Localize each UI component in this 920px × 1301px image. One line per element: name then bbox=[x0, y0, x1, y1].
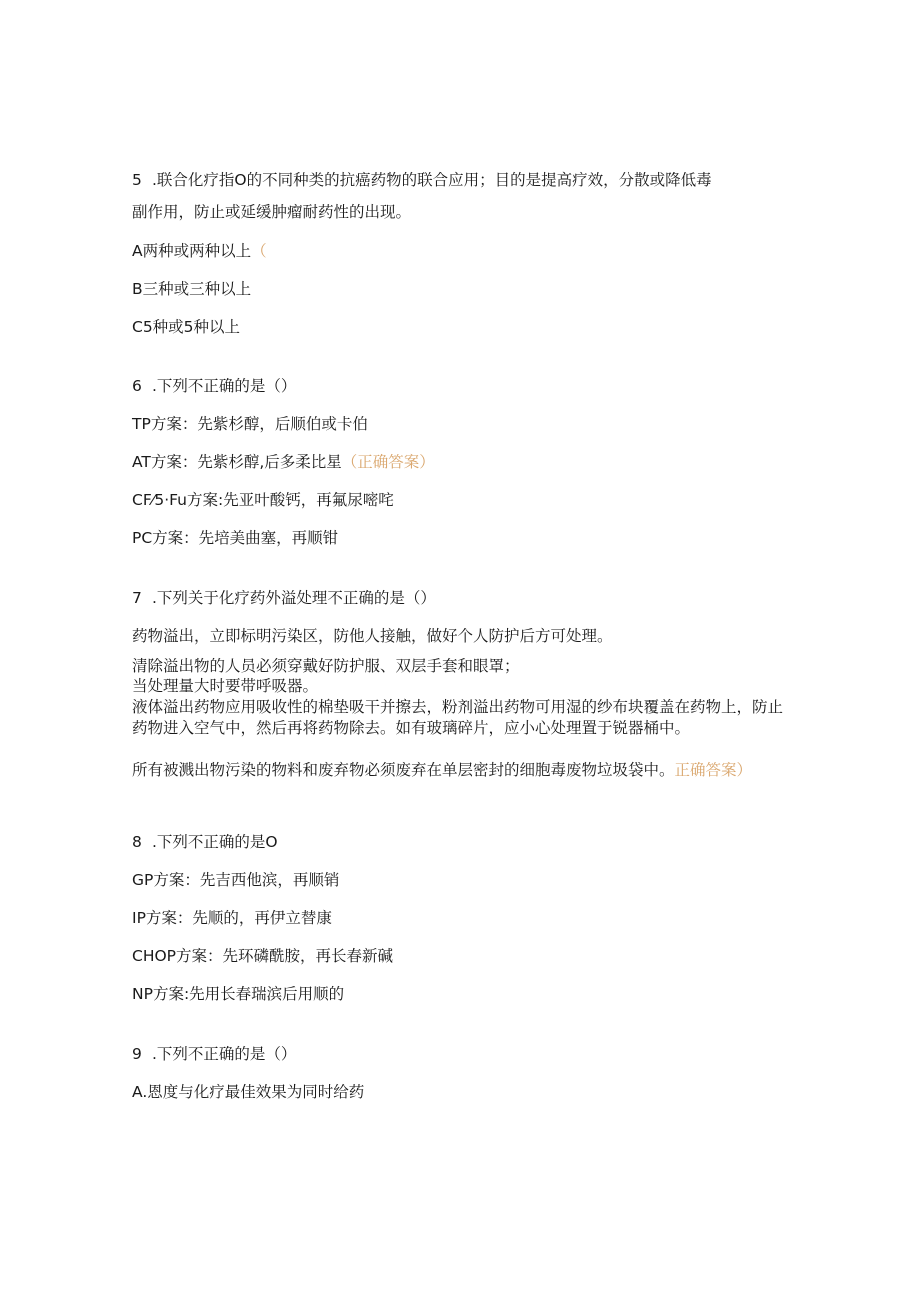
q7-option-1 bbox=[132, 626, 613, 646]
option-text: 液体溢出药物应用吸收性的棉垫吸干并擦去，粉剂溢出药物可用湿的纱布块覆盖在药物上，防止药物进入空气中，然后再将药物除去。如有玻璃碎片，应小心处理置于锐器桶中。 bbox=[132, 698, 784, 737]
q6-option-4 bbox=[132, 528, 338, 548]
q5-option-c bbox=[132, 317, 240, 337]
option-text: GP方案：先吉西他滨，再顺销 bbox=[132, 871, 340, 889]
option-text: NP方案:先用长春瑞滨后用顺的 bbox=[132, 985, 345, 1003]
answer-mark: 正确答案） bbox=[674, 761, 753, 779]
option-text: CF⁄5·Fu方案:先亚叶酸钙，再氟尿嘧咤 bbox=[132, 491, 394, 509]
option-text: C5种或5种以上 bbox=[132, 318, 241, 336]
option-text: 所有被溅出物污染的物料和废弃物必须废弃在单层密封的细胞毒废物垃圾袋中。 bbox=[132, 761, 675, 779]
option-text: CHOP方案：先环磷酰胺，再长春新碱 bbox=[132, 947, 394, 965]
option-text: AT方案：先紫杉醇,后多柔比星 bbox=[132, 453, 342, 471]
q8-stem bbox=[132, 832, 278, 852]
q8-option-2 bbox=[132, 908, 332, 928]
q5-stem bbox=[132, 170, 712, 190]
option-text: B三种或三种以上 bbox=[132, 280, 252, 298]
option-text: 当处理量大时要带呼吸器。 bbox=[132, 677, 319, 695]
q6-stem-text: .下列不正确的是（） bbox=[152, 377, 297, 395]
q6-number: 6 bbox=[132, 377, 142, 395]
q5-option-b bbox=[132, 279, 251, 299]
q7-stem bbox=[132, 588, 436, 608]
q7-option-2 bbox=[132, 656, 520, 676]
q6-option-3 bbox=[132, 490, 394, 510]
q7-number: 7 bbox=[132, 589, 142, 607]
option-text: 药物溢出，立即标明污染区，防他人接触，做好个人防护后方可处理。 bbox=[132, 627, 613, 645]
q8-option-3 bbox=[132, 946, 393, 966]
q8-number: 8 bbox=[132, 833, 142, 851]
q5-stem-line2: 副作用，防止或延缓肿瘤耐药性的出现。 bbox=[132, 203, 412, 221]
q7-option-5 bbox=[132, 760, 787, 781]
q7-option-3 bbox=[132, 676, 318, 696]
option-text: IP方案：先顺的，再伊立替康 bbox=[132, 909, 332, 927]
q5-option-a bbox=[132, 241, 267, 261]
q5-stem-line1: .联合化疗指O的不同种类的抗癌药物的联合应用；目的是提高疗效，分散或降低毒 bbox=[152, 171, 712, 189]
q9-number: 9 bbox=[132, 1045, 142, 1063]
option-text: 清除溢出物的人员必须穿戴好防护服、双层手套和眼罩； bbox=[132, 657, 520, 675]
option-text: A.恩度与化疗最佳效果为同时给药 bbox=[132, 1083, 365, 1101]
q5-number: 5 bbox=[132, 171, 142, 189]
answer-mark: （正确答案） bbox=[341, 453, 435, 471]
option-text: TP方案：先紫杉醇，后顺伯或卡伯 bbox=[132, 415, 368, 433]
option-text: PC方案：先培美曲塞，再顺钳 bbox=[132, 529, 339, 547]
q8-stem-text: .下列不正确的是O bbox=[152, 833, 278, 851]
q8-option-1 bbox=[132, 870, 339, 890]
q7-option-4 bbox=[132, 697, 787, 738]
option-text: A两种或两种以上 bbox=[132, 242, 252, 260]
q9-option-a bbox=[132, 1082, 364, 1102]
q8-option-4 bbox=[132, 984, 344, 1004]
q9-stem-text: .下列不正确的是（） bbox=[152, 1045, 297, 1063]
q6-option-2 bbox=[132, 452, 435, 472]
q9-stem bbox=[132, 1044, 296, 1064]
q6-stem bbox=[132, 376, 296, 396]
q6-option-1 bbox=[132, 414, 368, 434]
answer-mark: （ bbox=[251, 242, 267, 260]
q7-stem-text: .下列关于化疗药外溢处理不正确的是（） bbox=[152, 589, 436, 607]
